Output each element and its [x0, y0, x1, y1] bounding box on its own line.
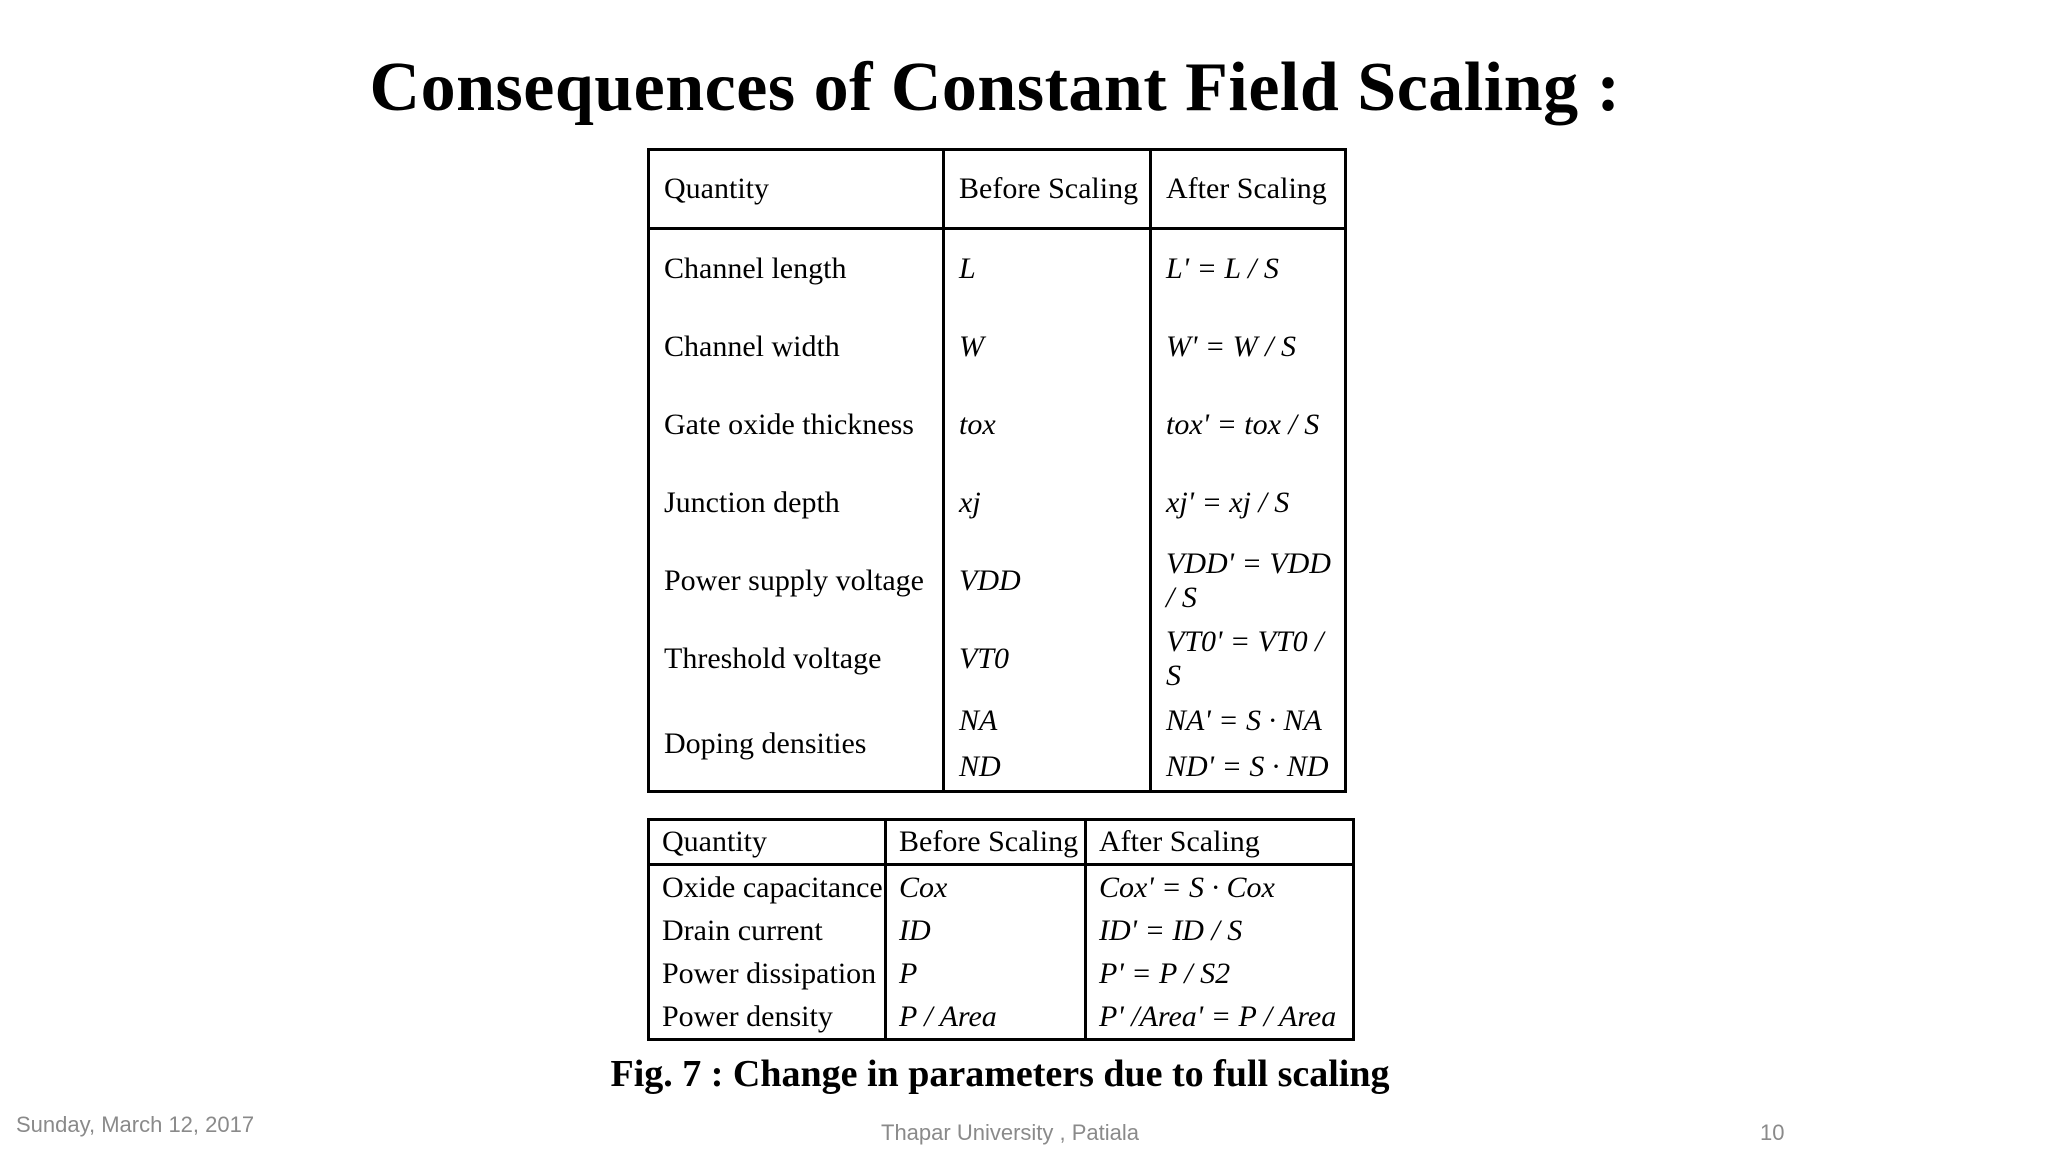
figure-caption: Fig. 7 : Change in parameters due to full scaling	[610, 1053, 1390, 1095]
header-after-scaling: After Scaling	[1086, 820, 1354, 865]
header-after-scaling: After Scaling	[1151, 150, 1346, 229]
quantity-cell: Gate oxide thickness	[649, 386, 944, 464]
footer-institution: Thapar University , Patiala	[881, 1120, 1139, 1145]
header-quantity: Quantity	[649, 820, 886, 865]
quantity-cell: Power dissipation	[649, 952, 886, 995]
after-cell: ID' = ID / S	[1099, 913, 1243, 947]
after-cell: L' = L / S	[1166, 252, 1279, 285]
before-cell: P / Area	[886, 995, 1086, 1040]
header-quantity: Quantity	[649, 150, 944, 229]
before-cell: VDD	[944, 542, 1151, 620]
quantity-cell: Drain current	[649, 909, 886, 952]
scaling-table-dimensions	[647, 148, 1347, 793]
table-row	[649, 952, 1354, 995]
table-row	[649, 909, 1354, 952]
header-before-scaling: Before Scaling	[886, 820, 1086, 865]
quantity-cell: Power density	[649, 995, 886, 1040]
table-row	[649, 698, 1346, 792]
quantity-cell: Threshold voltage	[649, 620, 944, 698]
slide-title: Consequences of Constant Field Scaling :	[369, 49, 1621, 126]
after-value: NA' = S · NA	[1166, 704, 1322, 737]
after-cell	[1151, 698, 1346, 792]
table-header-row	[649, 820, 1354, 865]
table-row	[649, 464, 1346, 542]
before-cell: P	[886, 952, 1086, 995]
after-cell: P' = P / S2	[1099, 956, 1231, 990]
quantity-cell: Doping densities	[649, 698, 944, 792]
footer-date: Sunday, March 12, 2017	[16, 1112, 255, 1137]
before-cell: xj	[944, 464, 1151, 542]
table-row	[649, 995, 1354, 1040]
page-number: 10	[1760, 1120, 1785, 1145]
before-cell	[944, 698, 1151, 792]
scaling-table-electrical	[647, 818, 1355, 1041]
before-cell: VT0	[944, 620, 1151, 698]
after-cell: W' = W / S	[1166, 330, 1296, 363]
before-cell: L	[944, 229, 1151, 309]
table-row	[649, 386, 1346, 464]
table-row	[649, 229, 1346, 309]
table-row	[649, 620, 1346, 698]
before-cell: Cox	[886, 865, 1086, 910]
before-cell: W	[944, 308, 1151, 386]
before-value: ND	[959, 750, 1001, 783]
header-before-scaling: Before Scaling	[944, 150, 1151, 229]
quantity-cell: Junction depth	[649, 464, 944, 542]
quantity-cell: Channel length	[649, 229, 944, 309]
after-cell: VT0' = VT0 / S	[1166, 625, 1324, 692]
quantity-cell: Power supply voltage	[649, 542, 944, 620]
after-cell: tox' = tox / S	[1166, 408, 1320, 441]
after-cell: Cox' = S · Cox	[1099, 870, 1275, 904]
table-row	[649, 308, 1346, 386]
before-value: NA	[959, 704, 998, 737]
table-header-row	[649, 150, 1346, 229]
after-value: ND' = S · ND	[1166, 750, 1329, 783]
before-cell: ID	[886, 909, 1086, 952]
before-cell: tox	[944, 386, 1151, 464]
after-cell: xj' = xj / S	[1166, 486, 1290, 519]
quantity-cell: Channel width	[649, 308, 944, 386]
quantity-cell: Oxide capacitance	[649, 865, 886, 910]
table-row	[649, 865, 1354, 910]
table-row	[649, 542, 1346, 620]
after-cell: VDD' = VDD / S	[1166, 547, 1331, 614]
after-cell: P' /Area' = P / Area	[1099, 999, 1337, 1033]
